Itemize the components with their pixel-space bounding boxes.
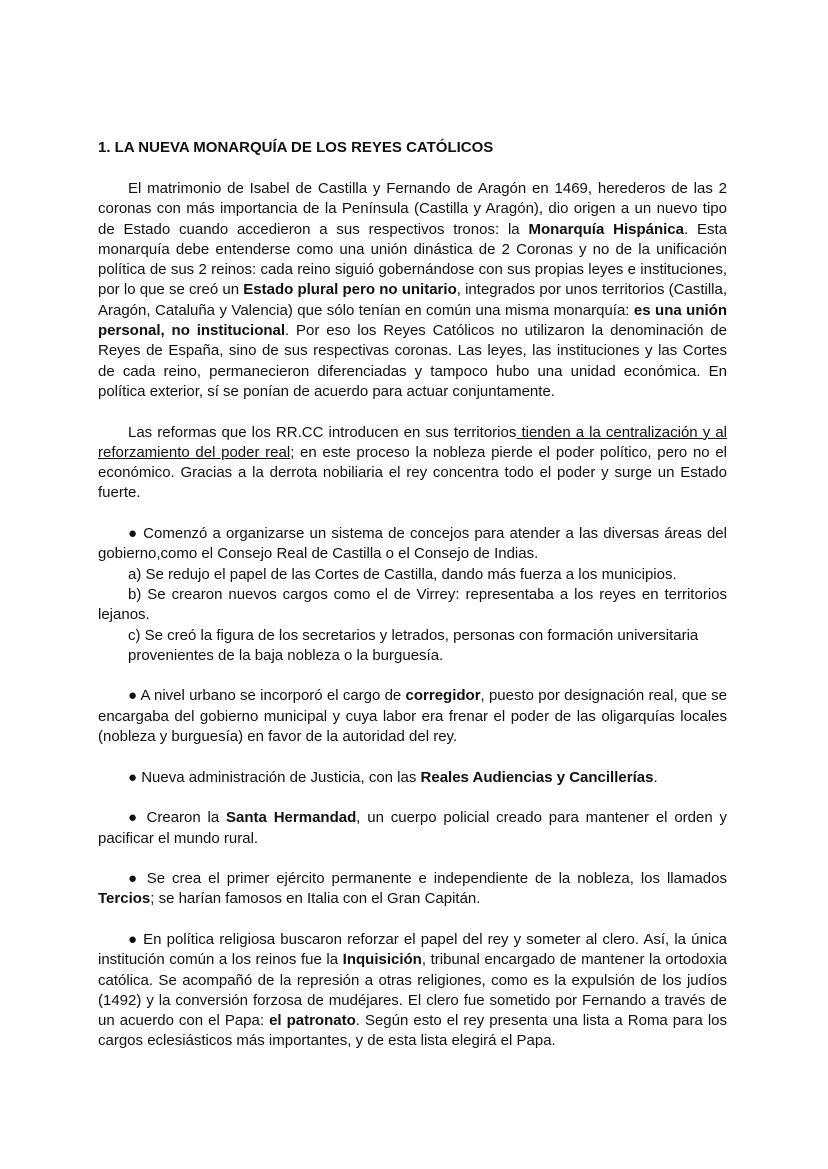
text-run: , tribunal encargado de mantener la ortodoxia católica. Se acompañó de la represión a otras religiones, como es la expulsión de los judíos (1492) y la conversión forzosa de mudéjares. El clero fue sometido por Fernando a través de un acuerdo con el Papa: [98, 951, 727, 1030]
section-heading: 1. LA NUEVA MONARQUÍA DE LOS REYES CATÓLICOS [98, 139, 494, 156]
text-run: El matrimonio de Isabel de Castilla y Fernando de Aragón en 1469, herederos de las 2 coronas con más importancia de la Península (Castilla y Aragón), dio origen a un nuevo tipo de Estado cuando accedieron a sus respectivos tronos: la [98, 180, 727, 238]
text-run: ; en este proceso la nobleza pierde el poder político, pero no el económico. Gracias a la derrota nobiliaria el rey concentra todo el poder y surge un Estado fuerte. [98, 443, 728, 502]
paragraph [98, 808, 727, 849]
text-run: ● Crearon la [128, 809, 227, 827]
text-run: ● Se crea el primer ejército permanente e independiente de la nobleza, los llamados [128, 870, 727, 888]
text-run: ● En política religiosa buscaron reforzar el papel del rey y someter al clero. Así, la única institución común a los reinos fue la [98, 930, 727, 969]
bold-text: Monarquía Hispánica [528, 220, 684, 238]
text-run: ● A nivel urbano se incorporó el cargo de [128, 687, 406, 705]
text-run: a) Se redujo el papel de las Cortes de Castilla, dando más fuerza a los municipios. [128, 565, 677, 583]
text-run: Las reformas que los RR.CC introducen en sus territorios [128, 423, 517, 441]
text-run: . Esta monarquía debe entenderse como una unión dinástica de 2 Coronas y no de la unificación política de sus 2 reinos: cada reino siguió gobernándose con sus propias leyes e instituciones, por lo que se creó un [98, 220, 727, 299]
bold-text: corregidor [405, 687, 481, 705]
paragraph [98, 585, 727, 626]
bold-text: Estado plural pero no unitario [243, 281, 457, 299]
paragraph [98, 524, 727, 565]
document-body [98, 179, 727, 1052]
paragraph [98, 565, 727, 585]
paragraph [98, 686, 727, 747]
text-run: , un cuerpo policial creado para mantener el orden y pacificar el mundo rural. [98, 809, 728, 847]
paragraph [98, 423, 727, 504]
bold-text: Tercios [98, 890, 151, 908]
bold-text: Inquisición [342, 951, 422, 969]
text-run: . Según esto el rey presenta una lista a Roma para los cargos eclesiásticos más importantes, y de esta lista elegirá el Papa. [98, 1012, 728, 1050]
paragraph [98, 179, 727, 402]
paragraph [98, 869, 727, 910]
underlined-text: tienden a la centralización y al reforzamiento del poder real [98, 423, 727, 461]
text-run: , integrados por unos territorios (Castilla, Aragón, Cataluña y Valencia) que sólo tenían en común una misma monarquía: [98, 281, 727, 319]
text-run: . Por eso los Reyes Católicos no utilizaron la denominación de Reyes de España, sino de sus respectivas coronas. Las leyes, las instituciones y las Cortes de cada reino, permanecieron diferenciadas y tampoco hubo una unidad económica. En política exterior, sí se ponían de acuerdo para actuar conjuntamente. [98, 322, 727, 400]
text-run: , puesto por designación real, que se encargaba del gobierno municipal y cuya labor era frenar el poder de las oligarquías locales (nobleza y burguesía) en favor de la autoridad del rey. [98, 687, 727, 746]
bold-text: el patronato [269, 1012, 356, 1030]
bold-text: Reales Audiencias y Cancillerías [420, 768, 654, 786]
text-run: ● Nueva administración de Justicia, con las [128, 768, 421, 786]
text-run: ● Comenzó a organizarse un sistema de concejos para atender a las diversas áreas del gobierno,como el Consejo Real de Castilla o el Consejo de Indias. [98, 525, 727, 563]
document-page [98, 138, 727, 1052]
text-run: b) Se crearon nuevos cargos como el de Virrey: representaba a los reyes en territorios lejanos. [98, 585, 727, 624]
bold-text: Santa Hermandad [226, 809, 357, 827]
paragraph [98, 626, 727, 667]
paragraph [98, 930, 727, 1052]
text-run: ; se harían famosos en Italia con el Gran Capitán. [150, 890, 481, 908]
text-run: c) Se creó la figura de los secretarios y letrados, personas con formación universitaria provenientes de la baja nobleza o la burguesía. [128, 626, 699, 664]
paragraph [98, 768, 727, 788]
bold-text: es una unión personal, no institucional [98, 301, 727, 340]
text-run: . [653, 768, 658, 786]
